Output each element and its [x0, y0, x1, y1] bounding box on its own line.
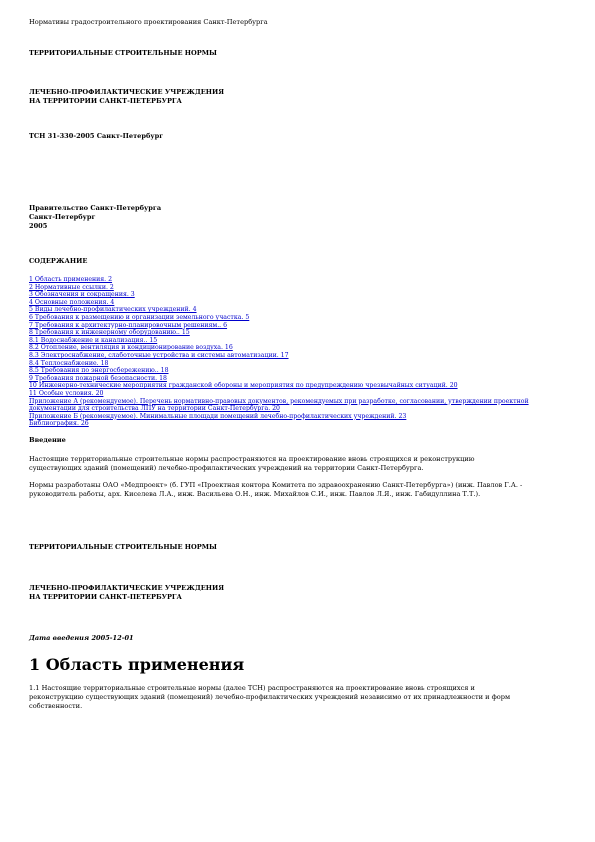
section-1-title: 1 Область применения — [29, 654, 245, 674]
intro-heading: Введение — [29, 435, 66, 444]
toc-link[interactable]: 7 Требования к архитектурно-планировочным решениям.. 6 — [29, 321, 228, 329]
toc-heading: СОДЕРЖАНИЕ — [29, 257, 88, 265]
toc-link[interactable]: Библиография. 26 — [29, 420, 89, 428]
toc-link[interactable]: 9 Требования пожарной безопасности. 18 — [29, 374, 167, 382]
toc-link[interactable]: 8.1 Водоснабжение и канализация.. 15 — [29, 336, 158, 344]
toc-link[interactable]: 6 Требования к размещению и организации земельного участка. 5 — [29, 313, 250, 321]
toc-link[interactable]: 1 Область применения. 2 — [29, 276, 113, 283]
toc-link[interactable]: Приложение А (рекомендуемое). Перечень нормативно-правовых документов, рекомендуемых при разработке, согласовании, утверждении проектной документации для строительства ЛПУ на территории Санкт-Петербурга. 20 — [29, 397, 529, 413]
document-page — [29, 18, 569, 711]
doc-title-line-2: НА ТЕРРИТОРИИ САНКТ-ПЕТЕРБУРГА — [29, 97, 182, 105]
publication-year: 2005 — [29, 222, 48, 230]
toc-link[interactable]: 10 Инженерно-технические мероприятия гражданской обороны и мероприятия по предупреждению чрезвычайных ситуаций. 20 — [29, 382, 458, 390]
toc-link[interactable]: 4 Основные положения. 4 — [29, 298, 115, 306]
norms-title-repeat: ТЕРРИТОРИАЛЬНЫЕ СТРОИТЕЛЬНЫЕ НОРМЫ — [29, 542, 217, 551]
toc-link[interactable]: 3 Обозначения и сокращения. 3 — [29, 291, 135, 299]
norms-title: ТЕРРИТОРИАЛЬНЫЕ СТРОИТЕЛЬНЫЕ НОРМЫ — [29, 49, 217, 57]
document-code: ТСН 31-330-2005 Санкт-Петербург — [29, 132, 164, 140]
toc-link[interactable]: 8.2 Отопление, вентиляция и кондиционирование воздуха. 16 — [29, 344, 233, 352]
toc-link[interactable]: 5 Виды лечебно-профилактических учреждений. 4 — [29, 306, 197, 314]
toc-link[interactable]: 8.3 Электроснабжение, слаботочные устройства и системы автоматизации. 17 — [29, 351, 289, 359]
doc-title-line-1-repeat: ЛЕЧЕБНО-ПРОФИЛАКТИЧЕСКИЕ УЧРЕЖДЕНИЯ — [29, 583, 225, 592]
publisher-line-1: Правительство Санкт-Петербурга — [29, 204, 162, 212]
intro-paragraph-2: Нормы разработаны ОАО «Медпроект» (б. ГУП «Проектная контора Комитета по здравоохранению Санкт-Петербурга») (инж. Павлов Г.А. - руководитель работы, арх. Киселева Л.А., инж. Васильева О.Н., инж. Михайлов С.И., инж. Павлов Л.Я., инж. Габидуллина Т.Т.). — [29, 480, 523, 498]
toc-link[interactable]: 11 Особые условия. 20 — [29, 389, 104, 397]
publisher-line-2: Санкт-Петербург — [29, 213, 96, 221]
intro-paragraph-1: Настоящие территориальные строительные нормы распространяются на проектирование вновь строящихся и реконструкцию существующих зданий (помещений) лечебно-профилактических учреждений на территории Санкт-Петербурга. — [29, 454, 475, 472]
toc-link[interactable]: 8 Требования к инженерному оборудованию.. 15 — [29, 329, 190, 337]
toc-link[interactable]: 8.5 Требования по энергосбережению.. 18 — [29, 367, 169, 375]
toc-link[interactable]: Приложение Б (рекомендуемое). Минимальные площади помещений лечебно-профилактических учреждений. 23 — [29, 412, 407, 420]
doc-title-line-2-repeat: НА ТЕРРИТОРИИ САНКТ-ПЕТЕРБУРГА — [29, 592, 182, 601]
toc-link[interactable]: 2 Нормативные ссылки. 2 — [29, 283, 114, 291]
doc-title-line-1: ЛЕЧЕБНО-ПРОФИЛАКТИЧЕСКИЕ УЧРЕЖДЕНИЯ — [29, 88, 225, 96]
running-header: Нормативы градостроительного проектирования Санкт-Петербурга — [29, 18, 268, 26]
table-of-contents — [29, 276, 549, 428]
toc-link[interactable]: 8.4 Теплоснабжение. 18 — [29, 359, 109, 367]
section-1-paragraph-1: 1.1 Настоящие территориальные строительные нормы (далее ТСН) распространяются на проектирование вновь строящихся и реконструкцию существующих зданий (помещений) лечебно-профилактических учреждений независимо от их принадлежности и форм собственности. — [29, 683, 511, 710]
effective-date: Дата введения 2005-12-01 — [29, 633, 134, 642]
